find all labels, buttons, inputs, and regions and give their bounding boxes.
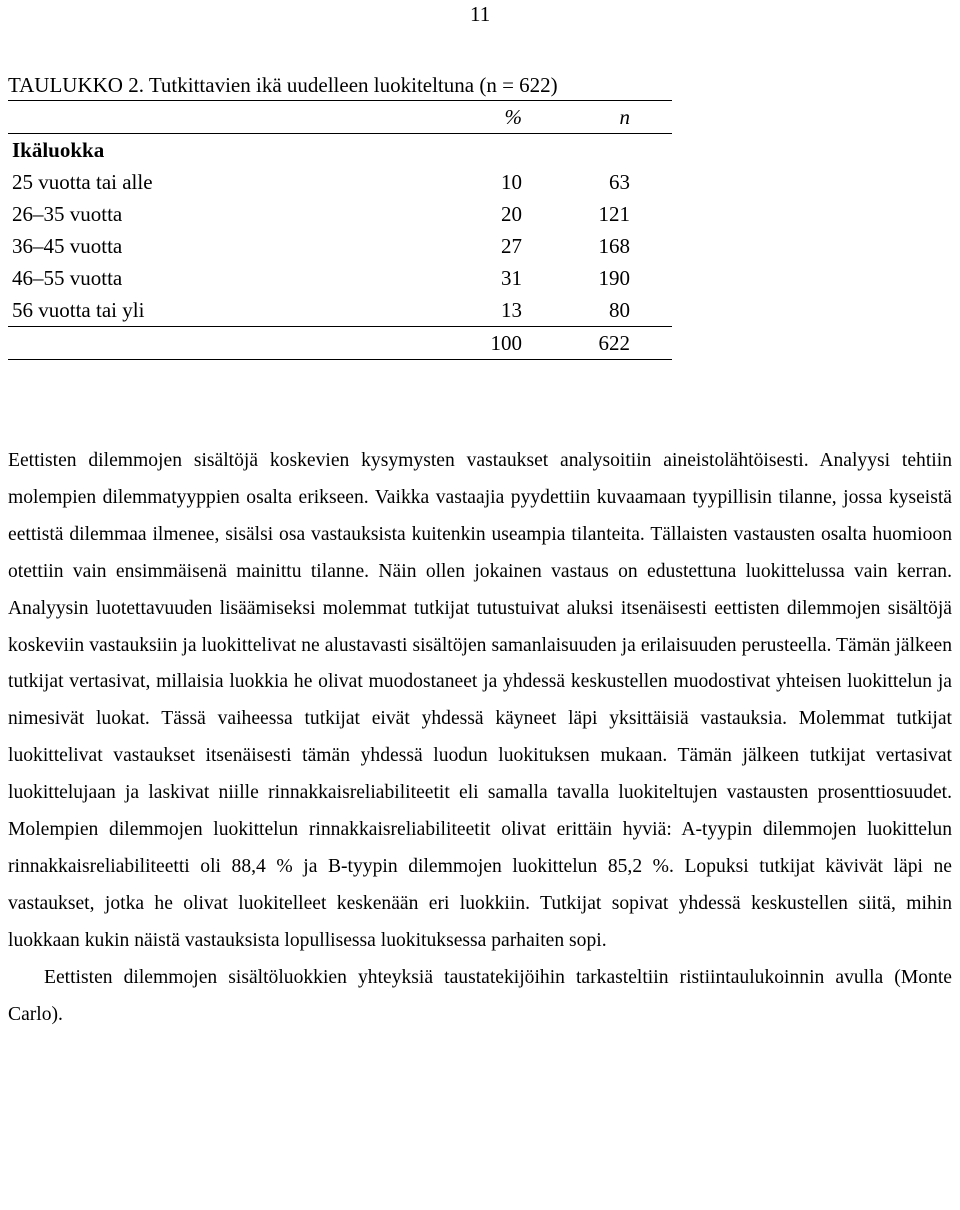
age-table	[8, 70, 672, 360]
table-row	[8, 262, 672, 294]
row-label: 25 vuotta tai alle	[12, 170, 153, 194]
row-n: 80	[609, 298, 630, 322]
row-label: 46–55 vuotta	[12, 266, 123, 290]
row-percent: 20	[501, 202, 522, 226]
row-n: 190	[598, 266, 630, 290]
table-caption: TAULUKKO 2. Tutkittavien ikä uudelleen luokiteltuna (n = 622)	[8, 70, 672, 101]
row-percent: 31	[501, 266, 522, 290]
row-n: 121	[598, 202, 630, 226]
row-label: 56 vuotta tai yli	[12, 298, 145, 322]
group-label: Ikäluokka	[12, 138, 105, 162]
table-header-row	[8, 101, 672, 134]
total-n: 622	[598, 331, 630, 355]
table-row	[8, 294, 672, 326]
table-row	[8, 198, 672, 230]
table-row	[8, 230, 672, 262]
header-percent: %	[504, 105, 522, 129]
table-group-row	[8, 134, 672, 166]
paragraph: Eettisten dilemmojen sisältöluokkien yhteyksiä taustatekijöihin tarkasteltiin ristiintaulukoinnin avulla (Monte Carlo).	[8, 966, 952, 1025]
header-n: n	[619, 105, 630, 129]
body-text	[8, 443, 952, 1034]
table-row	[8, 166, 672, 198]
row-label: 26–35 vuotta	[12, 202, 123, 226]
row-percent: 13	[501, 298, 522, 322]
row-label: 36–45 vuotta	[12, 234, 123, 258]
table-total-row	[8, 326, 672, 360]
row-percent: 27	[501, 234, 522, 258]
row-n: 168	[598, 234, 630, 258]
row-percent: 10	[501, 170, 522, 194]
total-percent: 100	[490, 331, 522, 355]
paragraph: Eettisten dilemmojen sisältöjä koskevien kysymysten vastaukset analysoitiin aineistolähtöisesti. Analyysi tehtiin molempien dilemmatyyppien osalta erikseen. Vaikka vastaajia pyydettiin kuvaamaan tyypillisin tilanne, jossa kyseistä eettistä dilemmaa ilmenee, sisälsi osa vastauksista kuitenkin useampia tilanteita. Tällaisten vastausten osalta huomioon otettiin vain ensimmäisenä mainittu tilanne. Näin ollen jokainen vastaus on edustettuna luokittelussa vain kerran. Analyysin luotettavuuden lisäämiseksi molemmat tutkijat tutustuivat aluksi itsenäisesti eettisten dilemmojen sisältöjä koskeviin vastauksiin ja luokittelivat ne alustavasti sisältöjen samanlaisuuden ja erilaisuuden perusteella. Tämän jälkeen tutkijat vertasivat, millaisia luokkia he olivat muodostaneet ja yhdessä keskustellen muodostivat yhteisen luokittelun ja nimesivät luokat. Tässä vaiheessa tutkijat eivät yhdessä käyneet läpi yksittäisiä vastauksia. Molemmat tutkijat luokittelivat vastaukset itsenäisesti tämän yhdessä luodun luokituksen mukaan. Tämän jälkeen tutkijat vertasivat luokittelujaan ja laskivat niille rinnakkaisreliabiliteetit eli samalla tavalla luokiteltujen vastausten prosenttiosuudet. Molempien dilemmojen luokittelun rinnakkaisreliabiliteetit olivat erittäin hyviä: A-tyypin dilemmojen luokittelun rinnakkaisreliabiliteetti oli 88,4 % ja B-tyypin dilemmojen luokittelun 85,2 %. Lopuksi tutkijat kävivät läpi ne vastaukset, jotka he olivat luokitelleet keskenään eri luokkiin. Tutkijat sopivat yhdessä keskustellen siitä, mihin luokkaan kukin näistä vastauksista lopullisessa luokituksessa parhaiten sopi.	[8, 450, 952, 951]
row-n: 63	[609, 170, 630, 194]
page-number: 11	[470, 2, 491, 26]
